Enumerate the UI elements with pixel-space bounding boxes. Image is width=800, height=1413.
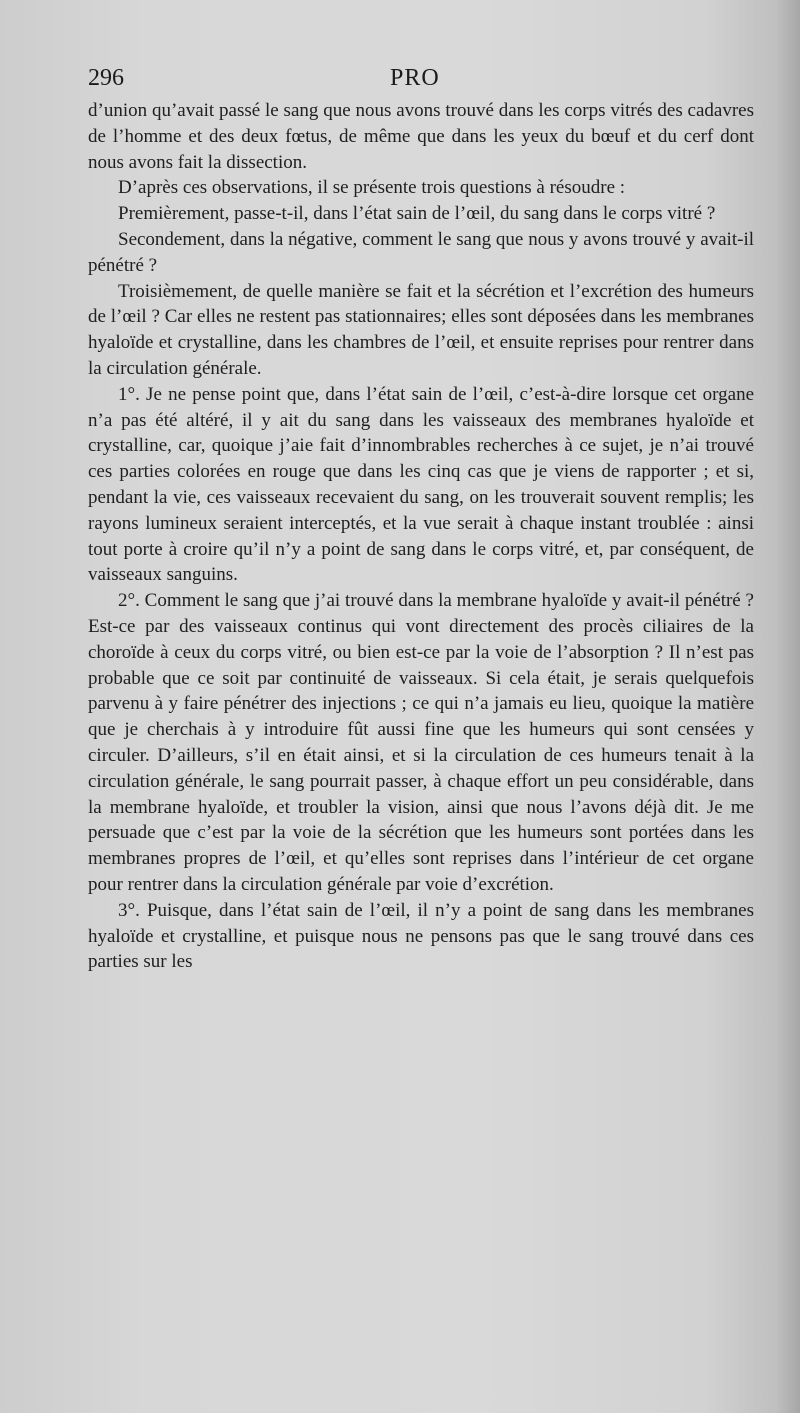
paragraph-observations: D’après ces observations, il se présente trois questions à résoudre : [118, 177, 626, 199]
page-header [88, 62, 752, 94]
question-second: Secondement, dans la négative, comment le sang que nous y avons trouvé y avait-il pénétré ? [88, 228, 754, 276]
page-number: 296 [88, 65, 124, 91]
answer-third: 3°. Puisque, dans l’état sain de l’œil, il n’y a point de sang dans les membranes hyaloïde et crystalline, et puisque nous ne pensons pas que le sang trouvé dans ces parties sur les [88, 899, 754, 973]
running-head: PRO [390, 65, 440, 91]
question-third: Troisièmement, de quelle manière se fait et la sécrétion et l’excrétion des humeurs de l’œil ? Car elles ne restent pas stationnaires; elles sont déposées dans les membranes hyaloïde et crystalline, dans les chambres de l’œil, et ensuite reprises pour rentrer dans la circulation générale. [88, 280, 754, 379]
answer-second: 2°. Comment le sang que j’ai trouvé dans la membrane hyaloïde y avait-il pénétré ? Est-ce par des vaisseaux continus qui vont directement des procès ciliaires de la choroïde à ceux du corps vitré, ou bien est-ce par la voie de l’absorption ? Il n’est pas probable que ce soit par continuité de vaisseaux. Si cela était, je serais quelquefois parvenu à y faire pénétrer des injections ; ce qui n’a jamais eu lieu, quoique la matière que je cherchais à y introduire fût aussi fine que les humeurs qui sont censées y circuler. D’ailleurs, s’il en était ainsi, et si la circulation de ces humeurs tenait à la circulation générale, le sang pourrait passer, à chaque effort un peu considérable, dans la membrane hyaloïde, et troubler la vision, ainsi que nous l’avons déjà dit. Je me persuade que c’est par la voie de la sécrétion que les humeurs sont portées dans les membranes propres de l’œil, et qu’elles sont reprises dans l’intérieur de cet organe pour rentrer dans la circulation générale par voie d’excrétion. [88, 590, 754, 895]
answer-first: 1°. Je ne pense point que, dans l’état sain de l’œil, c’est-à-dire lorsque cet organe n’a pas été altéré, il y ait du sang dans les vaisseaux des membranes hyaloïde et crystalline, car, quoique j’aie fait d’innombrables recherches à ce sujet, je n’ai trouvé ces parties colorées en rouge que dans les cinq cas que je viens de rapporter ; et si, pendant la vie, ces vaisseaux recevaient du sang, on les trouverait souvent remplis; les rayons lumineux seraient interceptés, et la vue serait à chaque instant troublée : ainsi tout porte à croire qu’il n’y a point de sang dans le corps vitré, et, par conséquent, de vaisseaux sanguins. [88, 383, 754, 586]
paragraph-continuation: d’union qu’avait passé le sang que nous avons trouvé dans les corps vitrés des cadavres de l’homme et des deux fœtus, de même que dans les yeux du bœuf et du cerf dont nous avons fait la dissection. [88, 100, 754, 173]
question-first: Premièrement, passe-t-il, dans l’état sain de l’œil, du sang dans le corps vitré ? [118, 203, 716, 225]
body-text [88, 98, 754, 975]
